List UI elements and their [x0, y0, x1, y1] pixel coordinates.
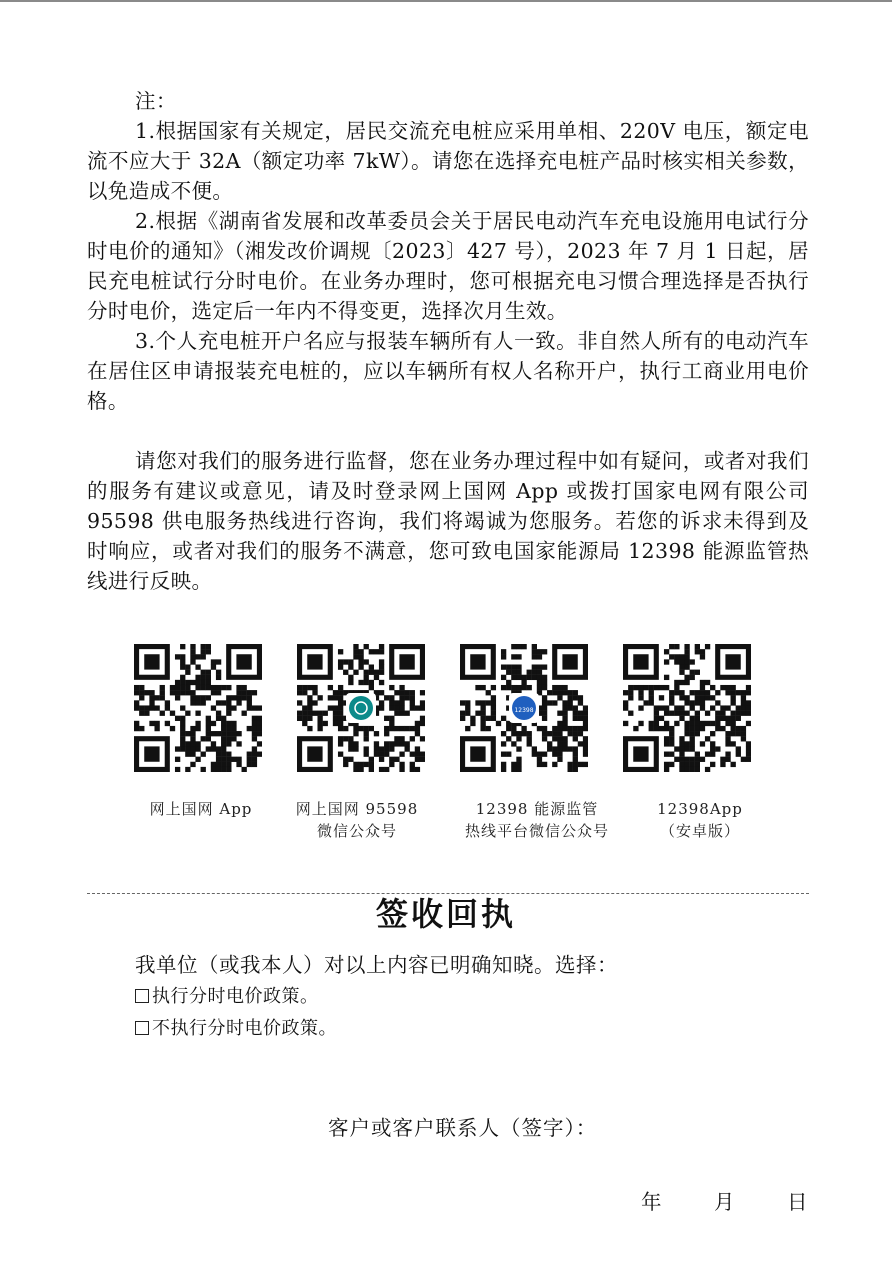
notes-heading: 注： [135, 89, 177, 113]
signature-label: 客户或客户联系人（签字）： [328, 1116, 598, 1140]
top-border-line [0, 0, 892, 2]
option-no-tou-pricing[interactable] [135, 1016, 337, 1042]
date-month-label: 月 [714, 1190, 735, 1214]
date-day-label: 日 [787, 1190, 808, 1214]
note-item-1: 1.根据国家有关规定，居民交流充电桩应采用单相、220V 电压，额定电流不应大于 32A（额定功率 7kW）。请您在选择充电桩产品时核实相关参数，以免造成不便。 [87, 119, 809, 203]
note-item-2: 2.根据《湖南省发展和改革委员会关于居民电动汽车充电设施用电试行分时电价的通知》（湘发改价调规〔2023〕427 号），2023 年 7 月 1 日起，居民充电桩试行分时电价。在业务办理时，您可根据充电习惯合理选择是否执行分时电价，选定后一年内不得变更，选择次月生效。 [87, 209, 809, 323]
qr-code-icon[interactable] [460, 644, 588, 772]
qr-label-line1: 12398App [657, 800, 743, 818]
svg-text:12398: 12398 [514, 707, 534, 714]
option-label: 不执行分时电价政策。 [152, 1018, 337, 1039]
supervision-paragraph: 请您对我们的服务进行监督，您在业务办理过程中如有疑问，或者对我们的服务有建议或意见，请及时登录网上国网 App 或拨打国家电网有限公司 95598 供电服务热线进行咨询，我们将竭诚为您服务。若您的诉求未得到及时响应，或者对我们的服务不满意，您可致电国家能源局 12398 能源监管热线进行反映。 [87, 449, 809, 593]
receipt-statement: 我单位（或我本人）对以上内容已明确知晓。选择： [135, 953, 618, 977]
notes-section [87, 86, 809, 596]
qr-label-line2: 微信公众号 [316, 822, 397, 840]
qr-label-line1: 网上国网 App [149, 800, 253, 818]
note-item-3: 3.个人充电桩开户名应与报装车辆所有人一致。非自然人所有的电动汽车在居住区申请报装充电桩的，应以车辆所有权人名称开户，执行工商业用电价格。 [87, 329, 809, 413]
checkbox-icon[interactable] [135, 1021, 149, 1035]
qr-label-12398-app [600, 798, 800, 842]
qr-label-line2: 热线平台微信公众号 [464, 822, 609, 840]
qr-code-row [87, 644, 809, 854]
qr-code-icon[interactable] [134, 644, 262, 772]
date-year-label: 年 [641, 1190, 662, 1214]
option-tou-pricing[interactable] [135, 984, 319, 1010]
checkbox-icon[interactable] [135, 989, 149, 1003]
option-label: 执行分时电价政策。 [152, 986, 319, 1007]
receipt-title: 签收回执 [375, 895, 516, 933]
qr-label-95598-wechat [257, 798, 457, 842]
qr-label-line2: （安卓版） [659, 822, 740, 840]
qr-code-icon[interactable] [623, 644, 751, 772]
qr-label-line1: 网上国网 95598 [295, 800, 419, 818]
qr-label-line1: 12398 能源监管 [475, 800, 599, 818]
qr-code-icon[interactable] [297, 644, 425, 772]
